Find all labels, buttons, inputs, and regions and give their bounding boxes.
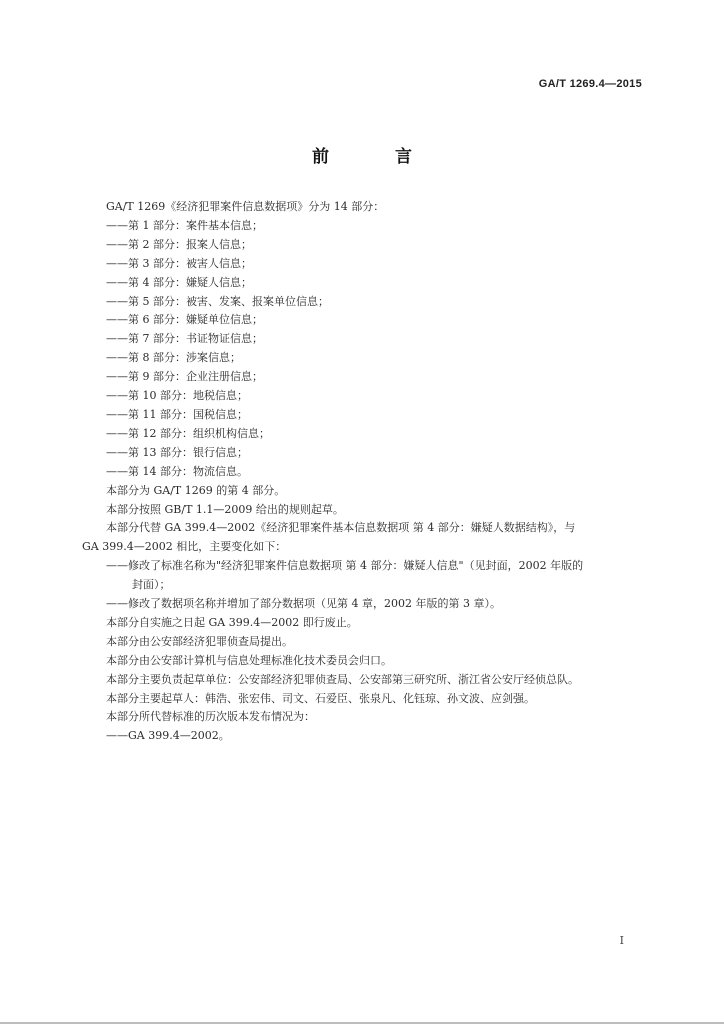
list-item: ——第 14 部分：物流信息。 (106, 464, 248, 478)
paragraph-line: 本部分所代替标准的历次版本发布情况为： (106, 710, 315, 724)
list-item: ——第 13 部分：银行信息； (106, 445, 248, 459)
list-item: ——第 10 部分：地税信息； (106, 389, 248, 403)
paragraph-line: 本部分由公安部经济犯罪侦查局提出。 (106, 634, 293, 648)
foreword-body (82, 198, 642, 746)
list-item: ——第 8 部分：涉案信息； (106, 351, 241, 365)
list-item: ——第 9 部分：企业注册信息； (106, 370, 263, 384)
list-item: ——修改了数据项名称并增加了部分数据项（见第 4 章，2002 年版的第 3 章）。 (106, 597, 501, 611)
paragraph-line: 本部分由公安部计算机与信息处理标准化技术委员会归口。 (106, 653, 392, 667)
list-item: ——GA 399.4—2002。 (106, 729, 230, 743)
document-code: GA/T 1269.4—2015 (538, 78, 642, 90)
list-item: ——第 7 部分：书证物证信息； (106, 332, 263, 346)
list-item: ——第 3 部分：被害人信息； (106, 256, 252, 270)
paragraph-line: 本部分为 GA/T 1269 的第 4 部分。 (106, 483, 286, 497)
paragraph-line: GA 399.4—2002 相比，主要变化如下： (82, 540, 287, 554)
paragraph-line: 本部分按照 GB/T 1.1—2009 给出的规则起草。 (106, 502, 344, 516)
list-item: ——第 1 部分：案件基本信息； (106, 218, 263, 232)
list-item: ——第 11 部分：国税信息； (106, 407, 248, 421)
list-item: ——第 5 部分：被害、发案、报案单位信息； (106, 294, 329, 308)
page-number: I (619, 934, 624, 947)
list-item: ——修改了标准名称为"经济犯罪案件信息数据项 第 4 部分：嫌疑人信息"（见封面，2002 年版的 (106, 559, 584, 573)
paragraph-line: 本部分自实施之日起 GA 399.4—2002 即行废止。 (106, 615, 358, 629)
paragraph-line: 封面）； (132, 578, 171, 592)
list-item: ——第 2 部分：报案人信息； (106, 237, 252, 251)
page-title: 前 言 (312, 147, 442, 167)
paragraph-line: 本部分代替 GA 399.4—2002《经济犯罪案件基本信息数据项 第 4 部分：嫌疑人数据结构》，与 (106, 521, 576, 535)
list-item: ——第 12 部分：组织机构信息； (106, 426, 270, 440)
paragraph-line: 本部分主要起草人：韩浩、张宏伟、司文、石爱臣、张泉凡、化钰琼、孙文波、应剑强。 (106, 691, 535, 705)
paragraph-line: GA/T 1269《经济犯罪案件信息数据项》分为 14 部分： (106, 200, 385, 213)
list-item: ——第 6 部分：嫌疑单位信息； (106, 313, 263, 327)
list-item: ——第 4 部分：嫌疑人信息； (106, 275, 252, 289)
paragraph-line: 本部分主要负责起草单位：公安部经济犯罪侦查局、公安部第三研究所、浙江省公安厅经侦总队。 (106, 672, 579, 686)
